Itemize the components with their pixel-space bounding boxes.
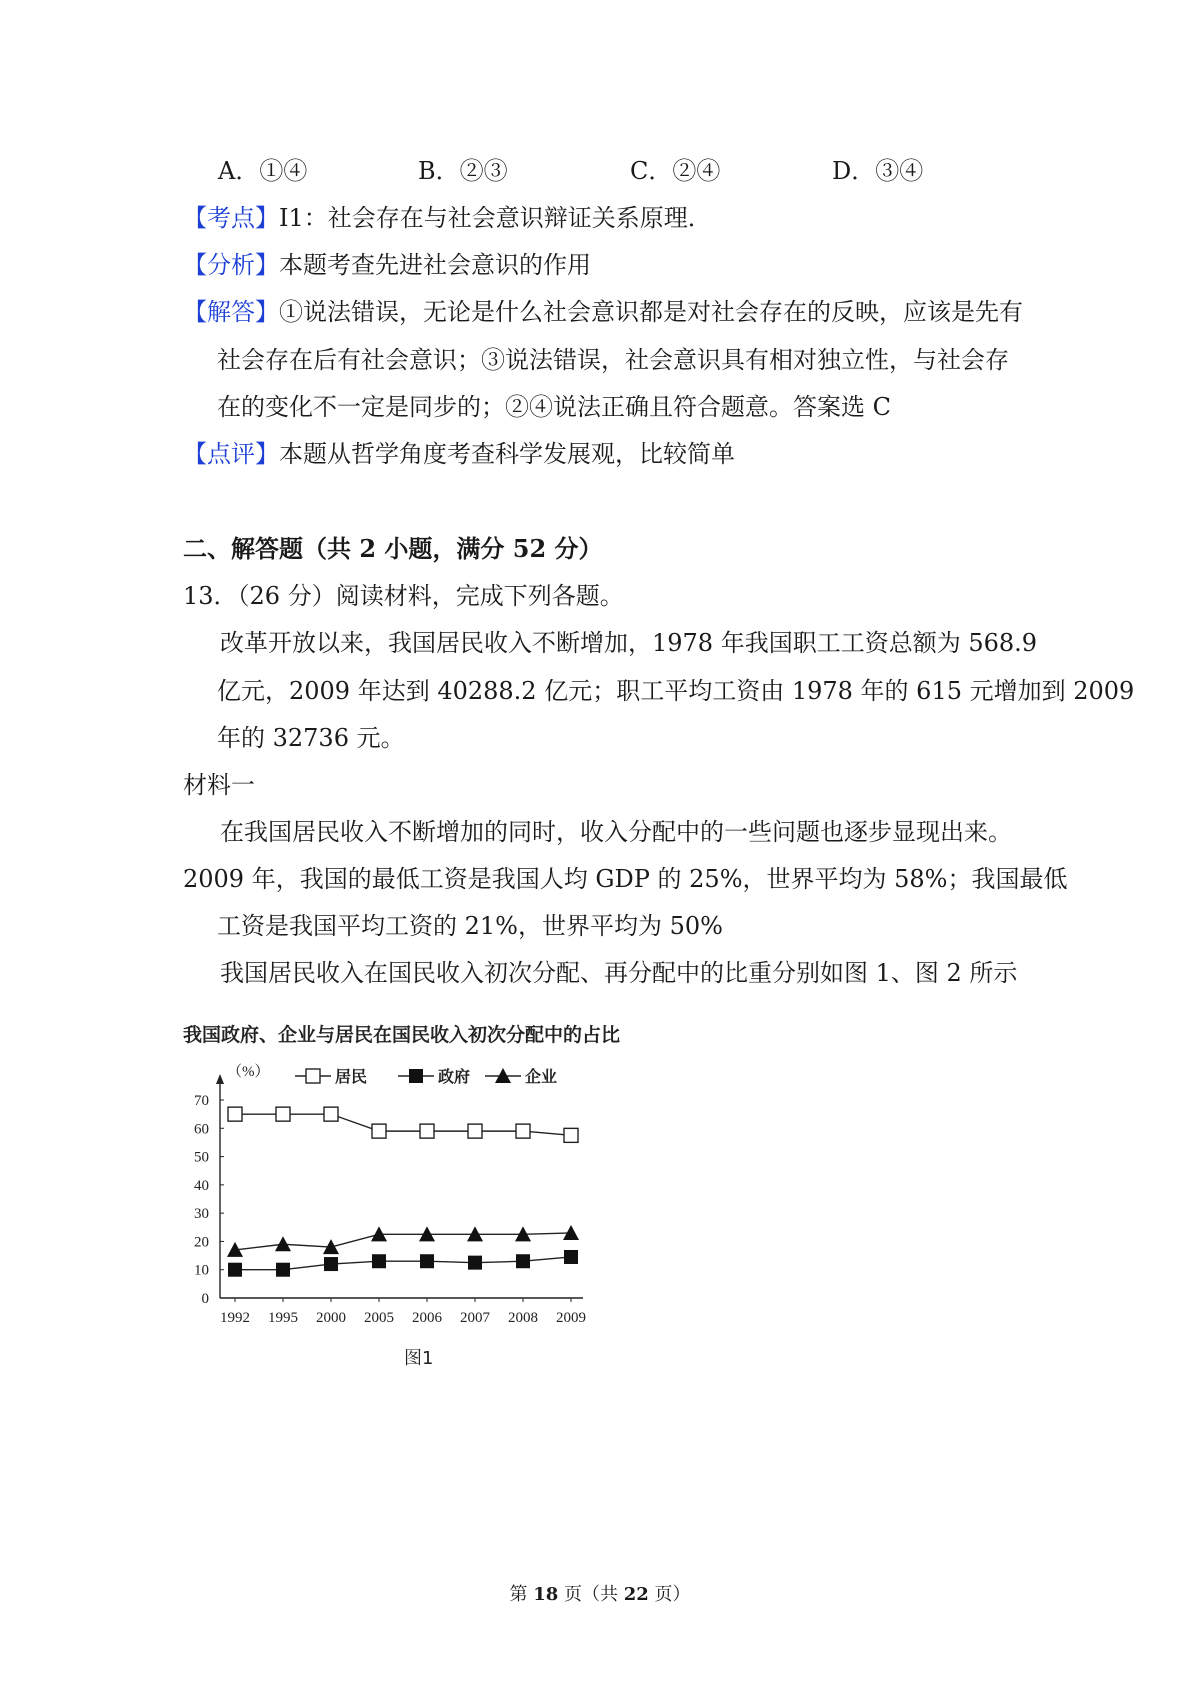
paragraph-1-line-2: 亿元，2009 年达到 40288.2 亿元；职工平均工资由 1978 年的 615 元增加到 2009 (217, 677, 1135, 705)
y-tick-label: 0 (201, 1291, 209, 1307)
kaodian-line (183, 203, 712, 233)
x-tick-label: 2008 (508, 1310, 538, 1326)
option-d: D．③④ (832, 157, 924, 185)
x-tick-label: 1995 (268, 1310, 298, 1326)
legend-label-0: 居民 (335, 1069, 368, 1086)
data-point-series-1 (420, 1254, 434, 1268)
option-a: A．①④ (218, 157, 308, 185)
y-axis-arrow (216, 1074, 224, 1084)
data-point-series-1 (516, 1254, 530, 1268)
y-tick-label: 40 (194, 1177, 209, 1194)
data-point-series-0 (228, 1107, 242, 1121)
y-tick-label: 50 (194, 1149, 209, 1166)
data-point-series-0 (564, 1128, 578, 1142)
dianping-tag: 【点评】 (183, 440, 279, 468)
kaodian-tag: 【考点】 (183, 204, 279, 232)
option-b: B．②③ (418, 157, 508, 185)
x-tick-label: 2007 (460, 1310, 490, 1326)
data-point-series-1 (372, 1254, 386, 1268)
jieda-line-1 (183, 297, 1023, 327)
paragraph-1-line-1: 改革开放以来，我国居民收入不断增加，1978 年我国职工工资总额为 568.9 (220, 629, 1038, 657)
material-1-label: 材料一 (183, 771, 255, 799)
data-point-series-0 (420, 1124, 434, 1138)
data-point-series-1 (564, 1250, 578, 1264)
fenxi-text: 本题考查先进社会意识的作用 (279, 251, 591, 279)
paragraph-2-line-1: 在我国居民收入不断增加的同时，收入分配中的一些问题也逐步显现出来。 (220, 818, 1012, 846)
jieda-line-2: 社会存在后有社会意识；③说法错误，社会意识具有相对独立性，与社会存 (217, 346, 1009, 374)
y-tick-label: 70 (194, 1093, 209, 1109)
data-point-series-0 (324, 1107, 338, 1121)
jieda-line-3: 在的变化不一定是同步的；②④说法正确且符合题意。答案选 C (217, 393, 891, 421)
y-axis-label: （%） (227, 1064, 270, 1080)
x-tick-label: 1992 (220, 1310, 250, 1326)
data-point-series-1 (228, 1263, 242, 1277)
x-tick-label: 2006 (412, 1310, 442, 1326)
figure-caption: 图1 (404, 1348, 434, 1369)
data-point-series-0 (372, 1124, 386, 1138)
figure-title: 我国政府、企业与居民在国民收入初次分配中的占比 (183, 1024, 621, 1046)
paragraph-1-line-3: 年的 32736 元。 (217, 724, 405, 752)
data-point-series-2 (275, 1236, 291, 1251)
kaodian-text: I1：社会存在与社会意识辩证关系原理． (279, 204, 712, 232)
paragraph-3: 我国居民收入在国民收入初次分配、再分配中的比重分别如图 1、图 2 所示 (220, 959, 1018, 987)
dianping-text: 本题从哲学角度考查科学发展观，比较简单 (279, 440, 735, 468)
legend-marker-1 (409, 1069, 423, 1083)
page-total: 22 (623, 1584, 649, 1605)
y-tick-label: 60 (194, 1121, 209, 1138)
paragraph-2-line-3: 工资是我国平均工资的 21%，世界平均为 50% (217, 912, 723, 940)
section-heading: 二、解答题（共 2 小题，满分 52 分） (183, 534, 603, 563)
page-footer: 第 18 页（共 22 页） (509, 1584, 691, 1605)
jieda-tag: 【解答】 (183, 298, 279, 326)
option-c: C．②④ (630, 157, 721, 185)
dianping-line (183, 439, 735, 469)
question-13-intro: 13．（26 分）阅读材料，完成下列各题。 (183, 582, 624, 610)
data-point-series-1 (468, 1256, 482, 1270)
x-tick-label: 2009 (556, 1310, 586, 1326)
data-point-series-0 (516, 1124, 530, 1138)
page-number: 18 (533, 1584, 559, 1605)
data-point-series-1 (324, 1257, 338, 1271)
legend-marker-0 (306, 1069, 320, 1083)
jieda-text-1: ①说法错误，无论是什么社会意识都是对社会存在的反映，应该是先有 (279, 298, 1023, 326)
data-point-series-0 (276, 1107, 290, 1121)
x-tick-label: 2000 (316, 1310, 346, 1326)
y-tick-label: 10 (194, 1262, 209, 1279)
legend-label-1: 政府 (438, 1069, 471, 1086)
legend-label-2: 企业 (525, 1069, 558, 1086)
data-point-series-1 (276, 1263, 290, 1277)
y-tick-label: 20 (194, 1234, 209, 1251)
line-chart (183, 1050, 623, 1335)
data-point-series-0 (468, 1124, 482, 1138)
fenxi-tag: 【分析】 (183, 251, 279, 279)
fenxi-line (183, 250, 591, 280)
x-tick-label: 2005 (364, 1310, 394, 1326)
y-tick-label: 30 (194, 1206, 209, 1223)
paragraph-2-line-2: 2009 年，我国的最低工资是我国人均 GDP 的 25%，世界平均为 58%；我国最低 (183, 865, 1068, 893)
